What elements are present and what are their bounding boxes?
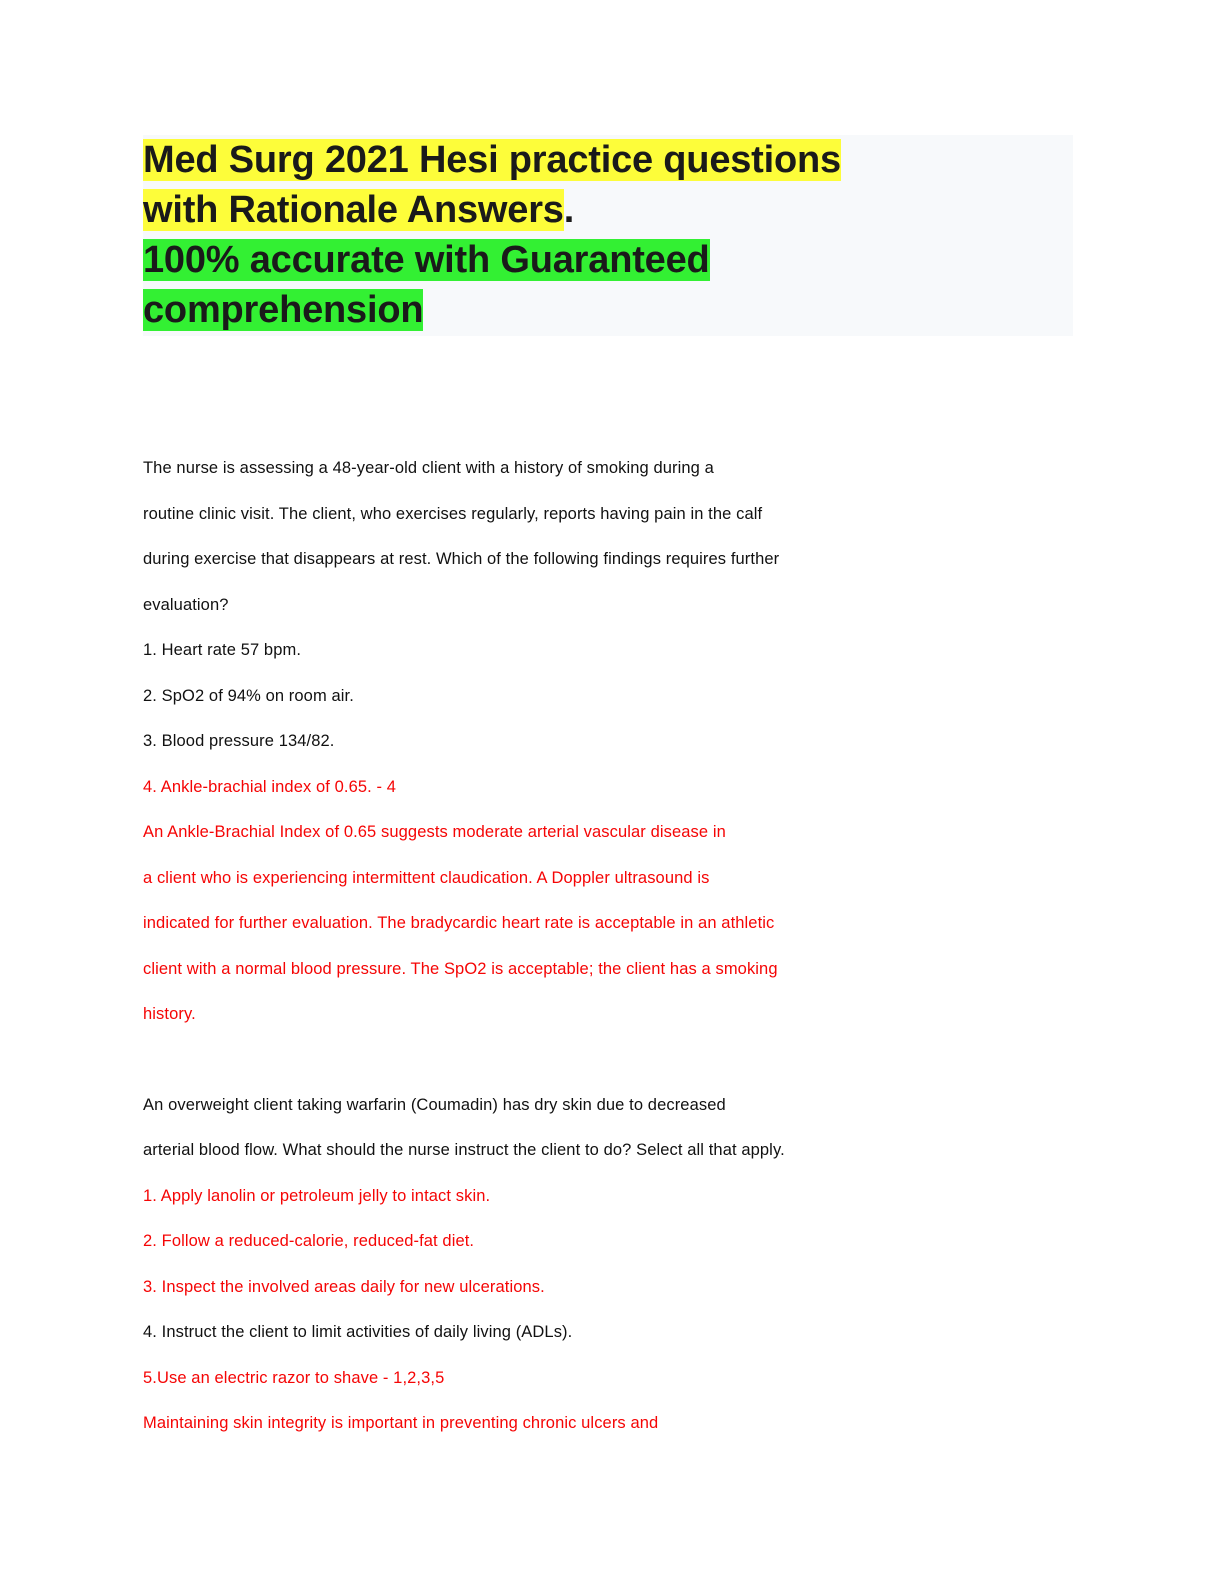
- rationale-line: Maintaining skin integrity is important in preventing chronic ulcers and: [143, 1414, 659, 1432]
- title-text-3: 100% accurate with Guaranteed: [143, 239, 710, 282]
- body-line: evaluation?: [143, 595, 229, 614]
- rationale-line: client with a normal blood pressure. The SpO2 is acceptable; the client has a smoking: [143, 959, 778, 978]
- answer-option-correct: 4. Ankle-brachial index of 0.65. - 4: [143, 777, 397, 796]
- paragraph-gap: [143, 1038, 933, 1083]
- document-title-block: [143, 135, 1073, 336]
- rationale-line: An Ankle-Brachial Index of 0.65 suggests moderate arterial vascular disease in: [143, 823, 726, 841]
- body-line: The nurse is assessing a 48-year-old client with a history of smoking during a: [143, 459, 714, 477]
- rationale-line: indicated for further evaluation. The bradycardic heart rate is acceptable in an athletic: [143, 914, 775, 932]
- body-line: during exercise that disappears at rest. Which of the following findings requires further: [143, 550, 780, 568]
- title-line-2: [143, 185, 1073, 235]
- title-text-2: with Rationale Answers: [143, 189, 564, 232]
- title-line-1: [143, 135, 1073, 185]
- title-text-2-period: .: [563, 189, 575, 232]
- answer-option: 1. Heart rate 57 bpm.: [143, 641, 302, 659]
- answer-option: 2. SpO2 of 94% on room air.: [143, 686, 354, 705]
- body-line: routine clinic visit. The client, who exercises regularly, reports having pain in the calf: [143, 504, 763, 523]
- answer-option-correct: 1. Apply lanolin or petroleum jelly to intact skin.: [143, 1186, 491, 1205]
- title-text-1: Med Surg 2021 Hesi practice questions: [143, 139, 841, 181]
- rationale-line: history.: [143, 1005, 196, 1023]
- document-body: [143, 446, 933, 1447]
- answer-option: 3. Blood pressure 134/82.: [143, 732, 335, 750]
- body-line: arterial blood flow. What should the nurse instruct the client to do? Select all that apply.: [143, 1141, 785, 1159]
- title-text-4: comprehension: [143, 289, 424, 332]
- body-line: An overweight client taking warfarin (Coumadin) has dry skin due to decreased: [143, 1095, 726, 1114]
- answer-option-correct: 5.Use an electric razor to shave - 1,2,3,5: [143, 1368, 445, 1387]
- answer-option-correct: 3. Inspect the involved areas daily for new ulcerations.: [143, 1277, 545, 1296]
- title-line-4: [143, 285, 1073, 335]
- answer-option: 4. Instruct the client to limit activities of daily living (ADLs).: [143, 1323, 573, 1341]
- answer-option-correct: 2. Follow a reduced-calorie, reduced-fat diet.: [143, 1232, 475, 1250]
- rationale-line: a client who is experiencing intermittent claudication. A Doppler ultrasound is: [143, 868, 710, 887]
- title-line-3: [143, 235, 1073, 285]
